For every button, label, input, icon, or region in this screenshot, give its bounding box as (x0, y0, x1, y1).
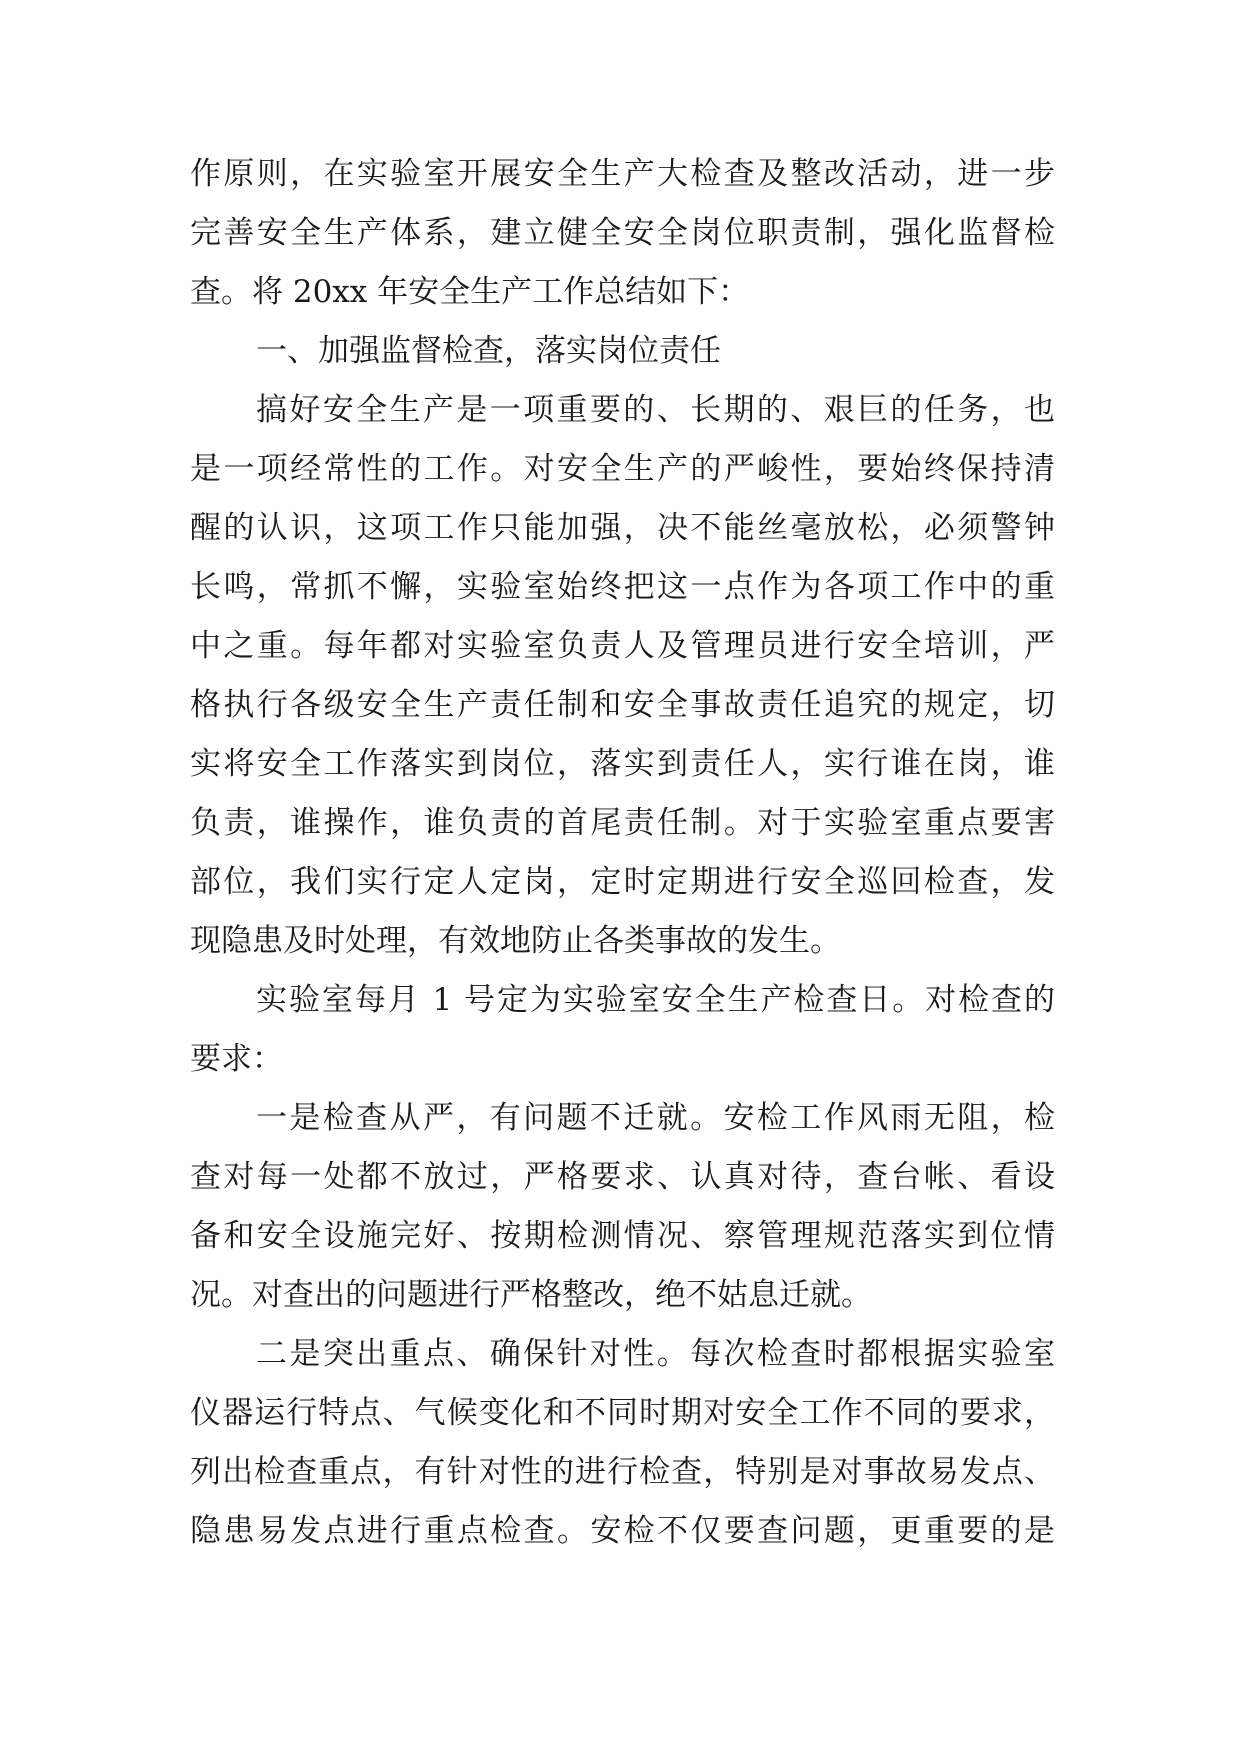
text-line: 仪器运行特点、气候变化和不同时期对安全工作不同的要求， (190, 1395, 1055, 1431)
text-line: 中之重。每年都对实验室负责人及管理员进行安全培训，严 (190, 628, 1055, 664)
text-line: 二是突出重点、确保针对性。每次检查时都根据实验室 (256, 1336, 1055, 1372)
text-line: 搞好安全生产是一项重要的、长期的、艰巨的任务，也 (256, 392, 1055, 428)
text-line: 查对每一处都不放过，严格要求、认真对待，查台帐、看设 (190, 1159, 1055, 1195)
text-line: 列出检查重点，有针对性的进行检查，特别是对事故易发点、 (190, 1454, 1055, 1490)
text-line: 况。对查出的问题进行严格整改，绝不姑息迁就。 (190, 1277, 872, 1313)
text-line: 格执行各级安全生产责任制和安全事故责任追究的规定，切 (190, 687, 1055, 723)
text-line: 要求： (190, 1041, 283, 1077)
text-line: 备和安全设施完好、按期检测情况、察管理规范落实到位情 (190, 1218, 1055, 1254)
document-page (190, 145, 1055, 1561)
text-line: 完善安全生产体系，建立健全安全岗位职责制，强化监督检 (190, 215, 1055, 251)
text-line: 现隐患及时处理，有效地防止各类事故的发生。 (190, 923, 841, 959)
text-line: 实将安全工作落实到岗位，落实到责任人，实行谁在岗，谁 (190, 746, 1055, 782)
text-line: 一是检查从严，有问题不迁就。安检工作风雨无阻，检 (256, 1100, 1055, 1136)
text-line: 是一项经常性的工作。对安全生产的严峻性，要始终保持清 (190, 451, 1055, 487)
text-line: 部位，我们实行定人定岗，定时定期进行安全巡回检查，发 (190, 864, 1055, 900)
text-line: 隐患易发点进行重点检查。安检不仅要查问题，更重要的是 (190, 1513, 1055, 1549)
text-line: 一、加强监督检查，落实岗位责任 (256, 333, 721, 369)
text-line: 实验室每月 1 号定为实验室安全生产检查日。对检查的 (256, 982, 1055, 1018)
text-line: 长鸣，常抓不懈，实验室始终把这一点作为各项工作中的重 (190, 569, 1055, 605)
text-line: 作原则，在实验室开展安全生产大检查及整改活动，进一步 (190, 156, 1055, 192)
text-line: 醒的认识，这项工作只能加强，决不能丝毫放松，必须警钟 (190, 510, 1055, 546)
text-line: 负责，谁操作，谁负责的首尾责任制。对于实验室重点要害 (190, 805, 1055, 841)
text-line: 查。将 20xx 年安全生产工作总结如下： (190, 274, 750, 310)
